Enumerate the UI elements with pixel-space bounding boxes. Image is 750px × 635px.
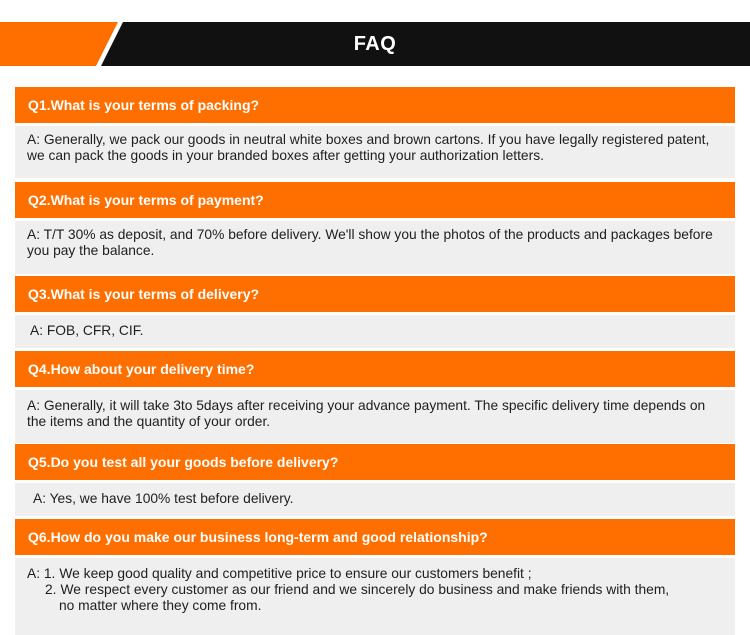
- faq-question: Q4.How about your delivery time?: [15, 351, 735, 387]
- faq-answer-text: A: Yes, we have 100% test before delivery.: [33, 491, 294, 506]
- faq-answer-list-item: [27, 566, 725, 582]
- faq-item-6: [15, 519, 735, 635]
- faq-answer-prefix: A:: [27, 566, 44, 581]
- faq-answer-list-item: [27, 582, 725, 598]
- page-title: FAQ: [353, 33, 397, 55]
- faq-banner: [0, 22, 750, 66]
- faq-answer: [15, 483, 735, 516]
- faq-item-4: [15, 351, 735, 443]
- faq-answer-item-number: 1.: [43, 566, 56, 581]
- faq-item-3: [15, 276, 735, 348]
- faq-question: Q2.What is your terms of payment?: [15, 182, 735, 218]
- faq-answer-continuation: no matter where they come from.: [59, 598, 262, 613]
- faq-answer-text: A: Generally, it will take 3to 5days after receiving your advance payment. The specific delivery time depends on the items and the quantity of your order.: [27, 398, 706, 429]
- faq-answer-text: A: Generally, we pack our goods in neutral white boxes and brown cartons. If you have legally registered patent, we can pack the goods in your branded boxes after getting your authorization letters.: [27, 132, 710, 163]
- faq-question: Q6.How do you make our business long-term and good relationship?: [15, 519, 735, 555]
- faq-answer-text: A: FOB, CFR, CIF.: [30, 323, 144, 338]
- faq-item-5: [15, 444, 735, 516]
- faq-item-1: [15, 87, 735, 178]
- faq-answer: [15, 558, 735, 635]
- faq-answer: [15, 126, 735, 178]
- faq-question: Q3.What is your terms of delivery?: [15, 276, 735, 312]
- faq-answer: [15, 315, 735, 348]
- faq-question: Q1.What is your terms of packing?: [15, 87, 735, 123]
- faq-question: Q5.Do you test all your goods before delivery?: [15, 444, 735, 480]
- faq-answer-item-number: 2.: [45, 582, 57, 597]
- faq-answer: [15, 221, 735, 274]
- faq-item-2: [15, 182, 735, 274]
- banner-orange-segment: [0, 22, 118, 66]
- faq-answer: [15, 390, 735, 443]
- faq-answer-item-text: We respect every customer as our friend and we sincerely do business and make friends with them,: [60, 582, 670, 597]
- faq-answer-text: A: T/T 30% as deposit, and 70% before delivery. We'll show you the photos of the products and packages before you pay the balance.: [27, 227, 713, 258]
- faq-answer-item-text: We keep good quality and competitive price to ensure our customers benefit ;: [59, 566, 532, 581]
